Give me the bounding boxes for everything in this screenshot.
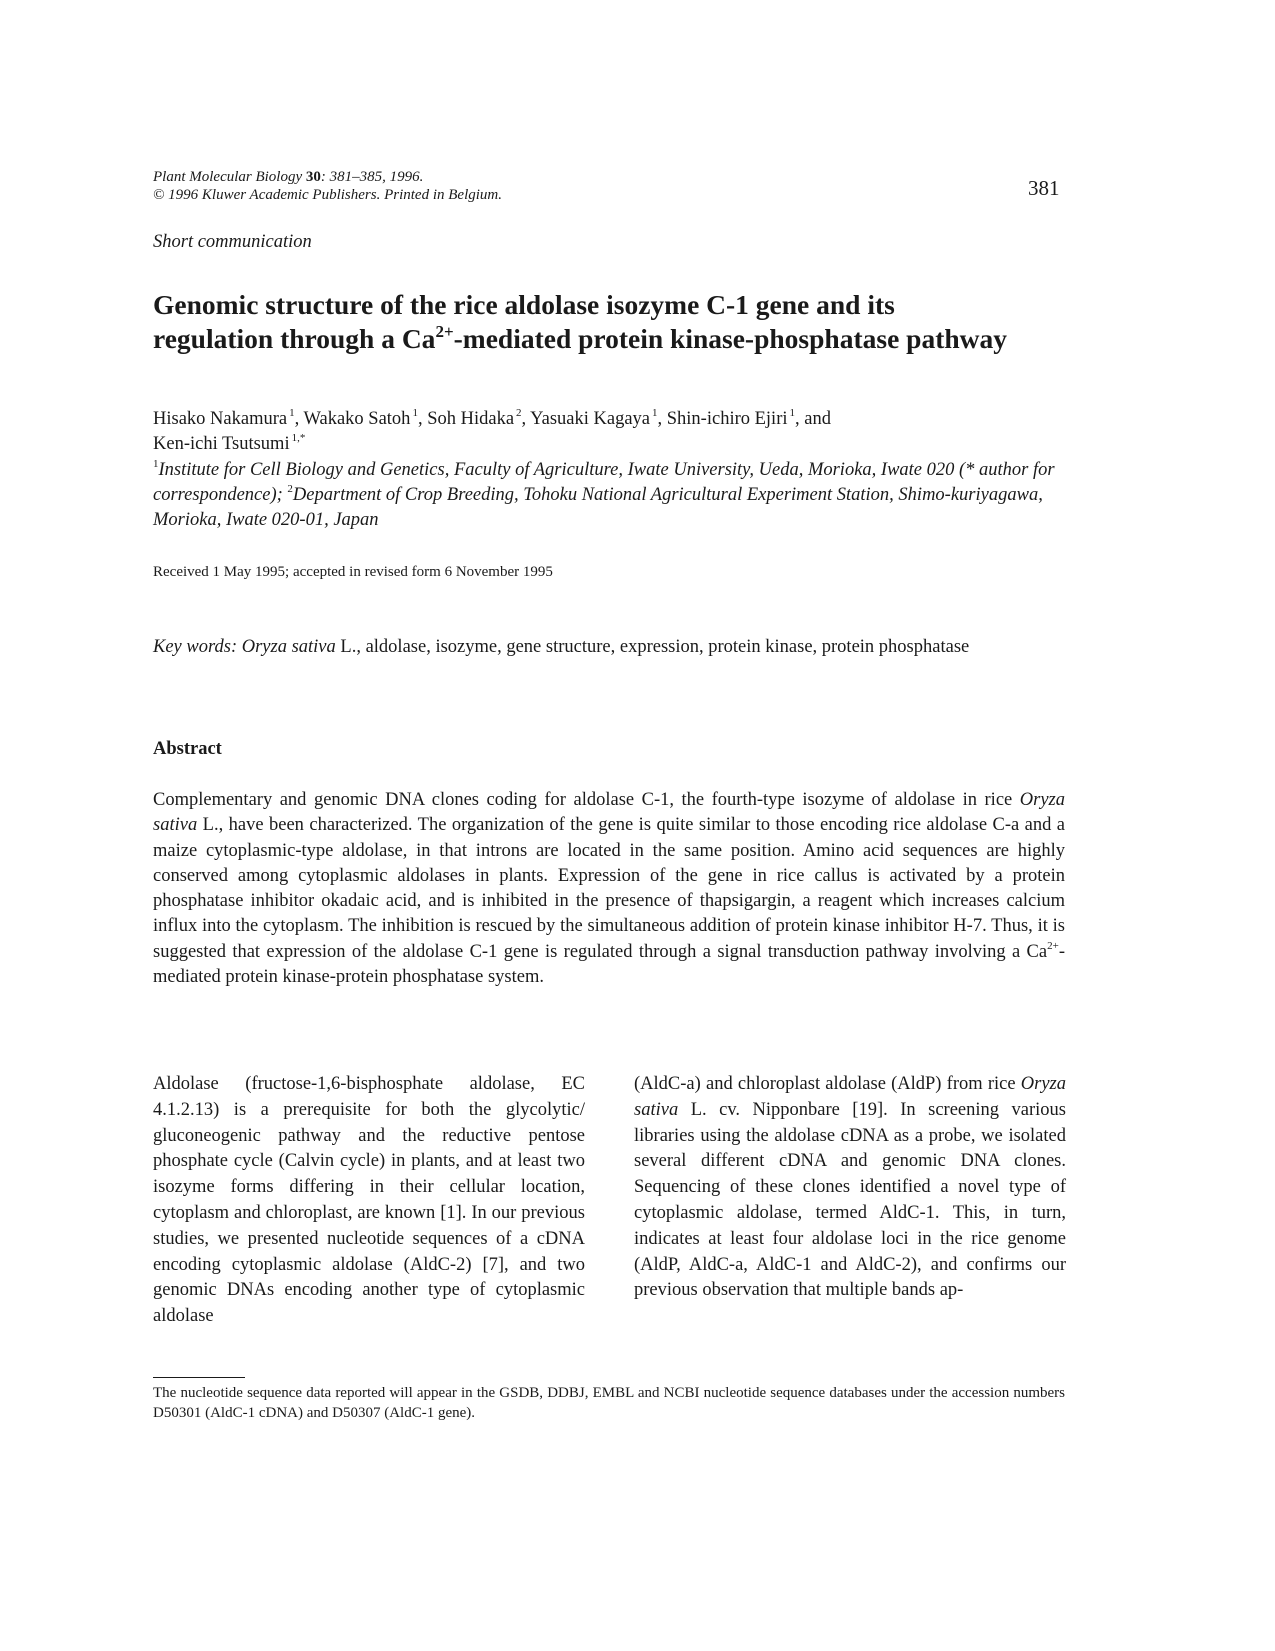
abstract-species: Oryza sativa [153,790,1065,836]
paper-title [153,288,1113,356]
body-column-left: Aldolase (fructose-1,6-bisphosphate aldolase, EC 4.1.2.13) is a prerequisite for both the glycolytic/ gluconeogenic pathway and the reductive pentose phosphate cycle (Calvin cycle) in plants, and at least two isozyme forms differing in their cellular location, cytoplasm and chloroplast, are known [1]. In our previous studies, we presented nucleotide sequences of a cDNA encoding cytoplasmic aldolase (AldC-2) [7], and two genomic DNAs encoding another type of cytoplasmic aldolase [153,1074,585,1327]
keyword-species: Oryza sativa [241,637,336,657]
keywords-label: Key words: [153,637,238,657]
author-list: Hisako Nakamura $^1$, Wakako Satoh $^1$, Soh Hidaka $^2$, Yasuaki Kagaya $^1$, Shin-ichiro Ejiri $^1$, and Ken-ichi Tsutsumi $^{1,*}$ [153,407,831,454]
received-dates: Received 1 May 1995; accepted in revised form 6 November 1995 [153,564,553,580]
keywords [153,633,1083,661]
author-affiliation-mark: 1 [789,407,795,419]
author: Yasuaki Kagaya [530,409,650,429]
journal-volume: 30 [305,169,321,185]
author: Shin-ichiro Ejiri [666,409,788,429]
author-affiliation-mark: 1,* [291,432,306,444]
affiliations: $^1$Institute for Cell Biology and Genetics, Faculty of Agriculture, Iwate University, Ueda, Morioka, Iwate 020 (* author for correspondence); $^2$Department of Crop Breeding, Tohoku National Agricultural Experiment Station, Shimo-kuriyagawa, Morioka, Iwate 020-01, Japan [153,458,1055,530]
footnote-divider [153,1377,245,1378]
affiliation-2: Department of Crop Breeding, Tohoku National Agricultural Experiment Station, Shimo-kuriyagawa, Morioka, Iwate 020-01, Japan [153,485,1043,530]
footnote: The nucleotide sequence data reported will appear in the GSDB, DDBJ, EMBL and NCBI nucleotide sequence databases under the accession numbers D50301 (AldC-1 cDNA) and D50307 (AldC-1 gene). [153,1385,1065,1421]
author-affiliation-mark: 1 [289,407,295,419]
abstract-heading: Abstract [153,739,222,759]
body-column-right: (AldC-a) and chloroplast aldolase (AldP) from rice Oryza sativa L. cv. Nipponbare [19]. In screening various libraries using the aldolase cDNA as a probe, we isolated several different cDNA and genomic DNA clones. Sequencing of these clones identified a novel type of cytoplasmic aldolase, termed AldC-1. This, in turn, indicates at least four aldolase loci in the rice genome (AldP, AldC-a, AldC-1 and AldC-2), and confirms our previous observation that multiple bands ap- [634,1074,1066,1301]
journal-pages-year: : 381–385, 1996. [320,169,424,185]
author: Hisako Nakamura [153,409,288,429]
author-conjunction: , and [795,409,831,429]
author: Soh Hidaka [427,409,515,429]
title-superscript: 2+ [435,322,454,341]
journal-citation [153,168,502,204]
abstract-text: Complementary and genomic DNA clones coding for aldolase C-1, the fourth-type isozyme of aldolase in rice Oryza sativa L., have been characterized. The organization of the gene is quite similar to those encoding rice aldolase C-a and a maize cytoplasmic-type aldolase, in that introns are located in the same position. Amino acid sequences are highly conserved among cytoplasmic aldolases in plants. Expression of the gene in rice callus is activated by a protein phosphatase inhibitor okadaic acid, and is inhibited in the presence of thapsigargin, a reagent which increases calcium influx into the cytoplasm. The inhibition is rescued by the simultaneous addition of protein kinase inhibitor H-7. Thus, it is suggested that expression of the aldolase C-1 gene is regulated through a signal transduction pathway involving a $Ca^{2+}$-mediated protein kinase-protein phosphatase system. [153,790,1065,988]
copyright-line: © 1996 Kluwer Academic Publishers. Printed in Belgium. [153,187,502,203]
body-species: Oryza sativa [634,1074,1066,1120]
author-affiliation-mark: 1 [412,407,418,419]
affiliation-1: Institute for Cell Biology and Genetics, Faculty of Agriculture, Iwate University, Ueda, Morioka, Iwate 020 (* author for correspondence); [153,460,1055,505]
author: Wakako Satoh [303,409,411,429]
keyword-list: L., aldolase, isozyme, gene structure, expression, protein kinase, protein phosphatase [335,637,970,657]
title-line-2: regulation through a $Ca^{2+}$-mediated protein kinase-phosphatase pathway [153,322,1008,354]
page-number: 381 [1028,176,1060,200]
author: Ken-ichi Tsutsumi [153,434,290,454]
section-label: Short communication [153,232,312,252]
author-affiliation-mark: 2 [516,407,522,419]
author-affiliation-mark: 1 [652,407,658,419]
journal-name: Plant Molecular Biology [153,169,303,185]
title-line-1: Genomic structure of the rice aldolase isozyme C-1 gene and its [153,289,895,320]
